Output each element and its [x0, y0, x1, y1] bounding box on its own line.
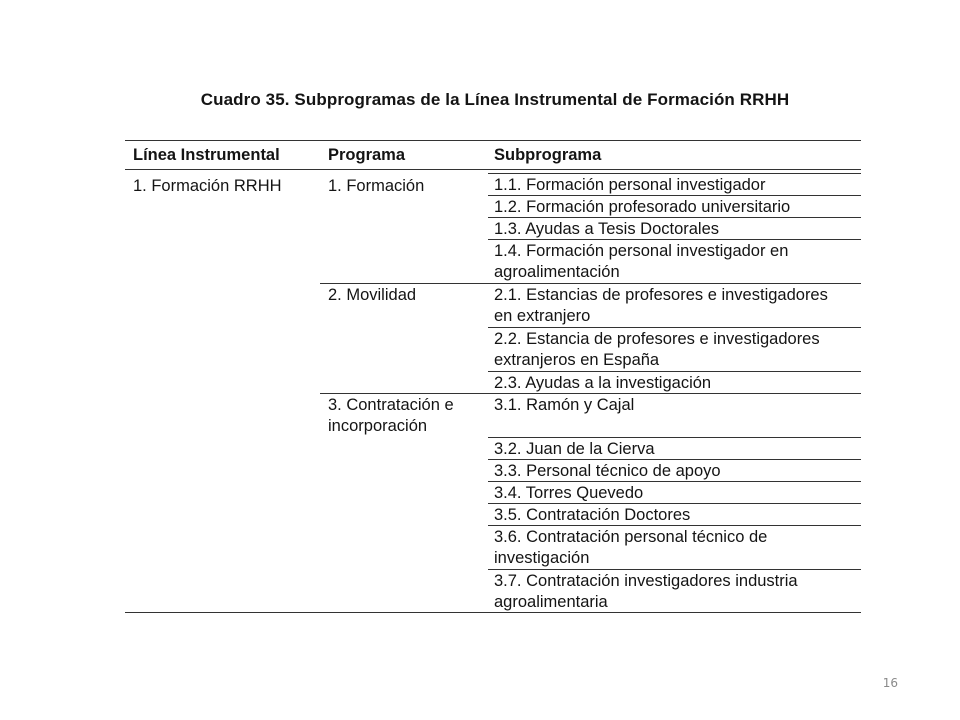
header-programa: Programa [328, 146, 406, 164]
subprograma-cell [488, 459, 861, 481]
subprograma-cell [488, 481, 861, 503]
subprograma-text: 3.7. Contratación investigadores industria agroalimentaria [494, 572, 798, 611]
subprograma-cell [488, 503, 861, 525]
subprograma-text: 3.6. Contratación personal técnico de investigación [494, 528, 768, 567]
header-subprograma: Subprograma [494, 146, 602, 164]
subprograma-text: 3.1. Ramón y Cajal [494, 396, 635, 414]
subprograma-cell [488, 569, 861, 613]
subprograma-cell [488, 371, 861, 393]
subprograma-cell [488, 239, 861, 283]
subprograma-text: 3.3. Personal técnico de apoyo [494, 462, 721, 480]
subprograma-text: 3.5. Contratación Doctores [494, 506, 691, 524]
programa-cell: 3. Contratación e incorporación [328, 396, 454, 435]
page-number: 16 [882, 676, 898, 690]
subprograma-text: 1.2. Formación profesorado universitario [494, 198, 791, 216]
subprograma-text: 3.4. Torres Quevedo [494, 484, 644, 502]
subprograma-text: 1.1. Formación personal investigador [494, 176, 766, 194]
subprograma-cell [488, 173, 861, 195]
subprograma-text: 2.1. Estancias de profesores e investigadores en extranjero [494, 286, 828, 325]
subprograma-text: 2.2. Estancia de profesores e investigadores extranjeros en España [494, 330, 820, 369]
table-header-row [125, 140, 861, 170]
programa-cell: 2. Movilidad [328, 286, 417, 304]
programa-divider [320, 283, 488, 284]
subprograma-cell [488, 393, 861, 437]
subprograma-text: 2.3. Ayudas a la investigación [494, 374, 712, 392]
programa-divider [320, 393, 488, 394]
subprograma-text: 1.4. Formación personal investigador en agroalimentación [494, 242, 789, 281]
table-caption: Cuadro 35. Subprogramas de la Línea Instrumental de Formación RRHH [200, 90, 790, 109]
header-linea-instrumental: Línea Instrumental [133, 146, 280, 164]
linea-cell: 1. Formación RRHH [133, 177, 282, 195]
subprograma-cell [488, 327, 861, 371]
table-bottom-rule [125, 612, 861, 613]
subprograma-cell [488, 217, 861, 239]
subprograma-cell [488, 195, 861, 217]
subprograma-cell [488, 283, 861, 327]
programa-cell: 1. Formación [328, 177, 425, 195]
subprograma-text: 1.3. Ayudas a Tesis Doctorales [494, 220, 720, 238]
subprograma-cell [488, 437, 861, 459]
subprograma-cell [488, 525, 861, 569]
subprograma-text: 3.2. Juan de la Cierva [494, 440, 655, 458]
